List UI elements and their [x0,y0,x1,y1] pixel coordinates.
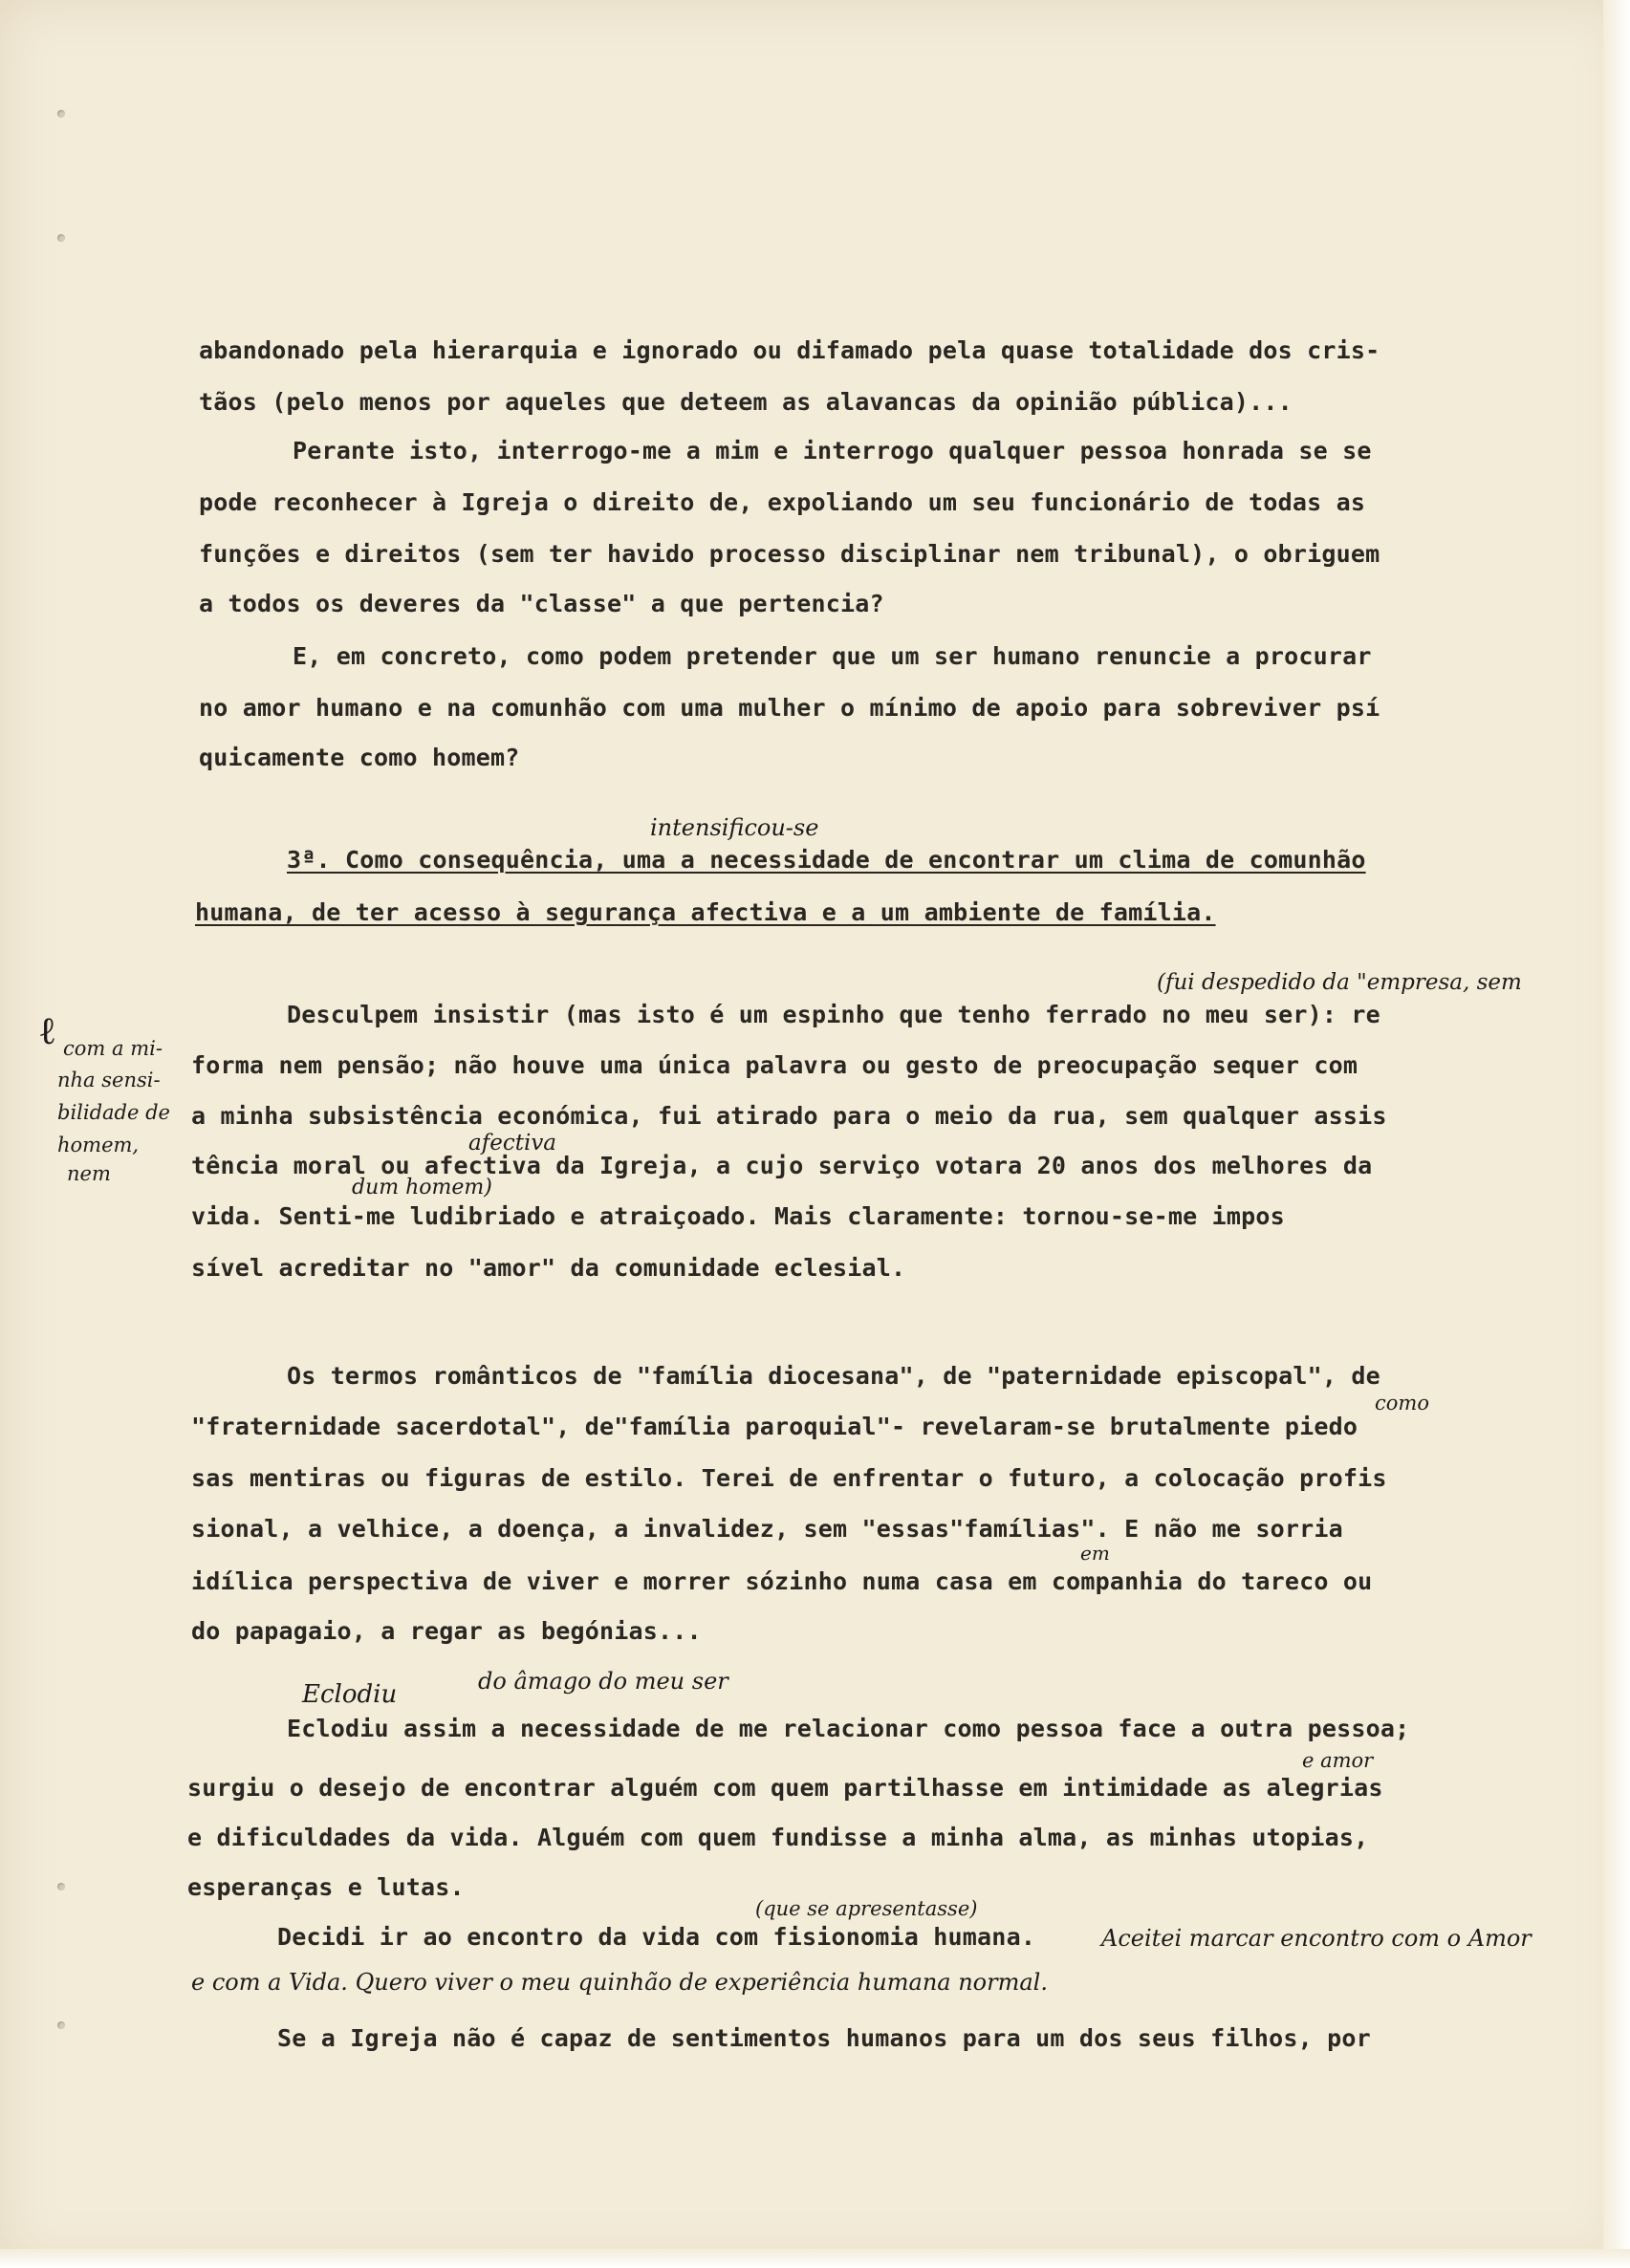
handwritten-insertion: do âmago do meu ser [478,1668,728,1695]
text-line: Desculpem insistir (mas isto é um espinho que tenho ferrado no meu ser): re [287,1001,1380,1028]
section-heading-line: 3ª. Como consequência, uma a necessidade de encontrar um clima de comunhão [287,846,1366,874]
text-line: funções e direitos (sem ter havido processo disciplinar nem tribunal), o obriguem [199,540,1380,568]
punch-hole-mark [57,110,65,118]
handwritten-note: Aceitei marcar encontro com o Amor [1101,1925,1532,1952]
text-line: e dificuldades da vida. Alguém com quem fundisse a minha alma, as minhas utopias, [187,1824,1369,1851]
handwritten-insertion: (fui despedido da "empresa, sem [1157,970,1522,995]
text-line: vida. Senti-me ludibriado e atraiçoado. Mais claramente: tornou-se-me impos [191,1202,1285,1230]
handwritten-insertion: (que se apresentasse) [755,1897,978,1920]
handwritten-insertion: como [1375,1392,1429,1415]
text-line: Os termos românticos de "família diocesana", de "paternidade episcopal", de [287,1362,1380,1390]
text-line: tãos (pelo menos por aqueles que deteem as alavancas da opinião pública)... [199,388,1293,416]
margin-note-line: bilidade de [57,1101,170,1124]
handwritten-note: e com a Vida. Quero viver o meu quinhão de experiência humana normal. [191,1969,1048,1996]
handwritten-insertion: afectiva [468,1131,557,1156]
margin-note-line: homem, [57,1134,140,1156]
paper-edge-bottom [0,2249,1630,2268]
text-line: tência moral ou afectiva da Igreja, a cujo serviço votara 20 anos dos melhores da [191,1152,1373,1179]
text-line: abandonado pela hierarquia e ignorado ou difamado pela quase totalidade dos cris- [199,336,1380,364]
margin-bracket-mark: ℓ [38,1009,57,1053]
margin-note-line: com a mi- [63,1037,163,1060]
handwritten-insertion: dum homem) [352,1176,492,1199]
handwritten-insertion: em [1080,1542,1110,1565]
text-line: forma nem pensão; não houve uma única palavra ou gesto de preocupação sequer com [191,1051,1358,1079]
text-line: E, em concreto, como podem pretender que um ser humano renuncie a procurar [293,642,1372,670]
punch-hole-mark [57,2021,65,2029]
text-line: Eclodiu assim a necessidade de me relacionar como pessoa face a outra pessoa; [287,1715,1410,1742]
punch-hole-mark [57,234,65,242]
section-heading-line: humana, de ter acesso à segurança afectiva e a um ambiente de família. [195,898,1216,926]
text-line: quicamente como homem? [199,744,520,771]
text-line: idílica perspectiva de viver e morrer sózinho numa casa em companhia do tareco ou [191,1567,1373,1595]
text-line: Perante isto, interrogo-me a mim e interrogo qualquer pessoa honrada se se [293,437,1372,464]
text-line: surgiu o desejo de encontrar alguém com quem partilhasse em intimidade as alegrias [187,1774,1383,1802]
text-line: a todos os deveres da "classe" a que pertencia? [199,590,884,617]
margin-note-line: nem [67,1162,111,1185]
text-line: a minha subsistência económica, fui atirado para o meio da rua, sem qualquer assis [191,1102,1387,1130]
handwritten-insertion: Eclodiu [302,1680,398,1709]
handwritten-insertion: intensificou-se [650,814,819,841]
text-line: Se a Igreja não é capaz de sentimentos humanos para um dos seus filhos, por [277,2024,1371,2052]
text-line: Decidi ir ao encontro da vida com fisionomia humana. [277,1923,1036,1951]
text-line: no amor humano e na comunhão com uma mulher o mínimo de apoio para sobreviver psí [199,694,1380,722]
text-line: sível acreditar no "amor" da comunidade eclesial. [191,1254,906,1282]
text-line: sional, a velhice, a doença, a invalidez, sem "essas"famílias". E não me sorria [191,1515,1343,1543]
punch-hole-mark [57,1883,65,1890]
handwritten-insertion: e amor [1302,1749,1374,1772]
paper-edge-right [1603,0,1630,2268]
text-line: pode reconhecer à Igreja o direito de, expoliando um seu funcionário de todas as [199,488,1366,516]
text-line: esperanças e lutas. [187,1873,465,1901]
text-line: sas mentiras ou figuras de estilo. Terei de enfrentar o futuro, a colocação profis [191,1464,1387,1492]
margin-note-line: nha sensi- [57,1069,161,1091]
text-line: do papagaio, a regar as begónias... [191,1617,702,1645]
text-line: "fraternidade sacerdotal", de"família paroquial"- revelaram-se brutalmente piedo [191,1413,1358,1440]
